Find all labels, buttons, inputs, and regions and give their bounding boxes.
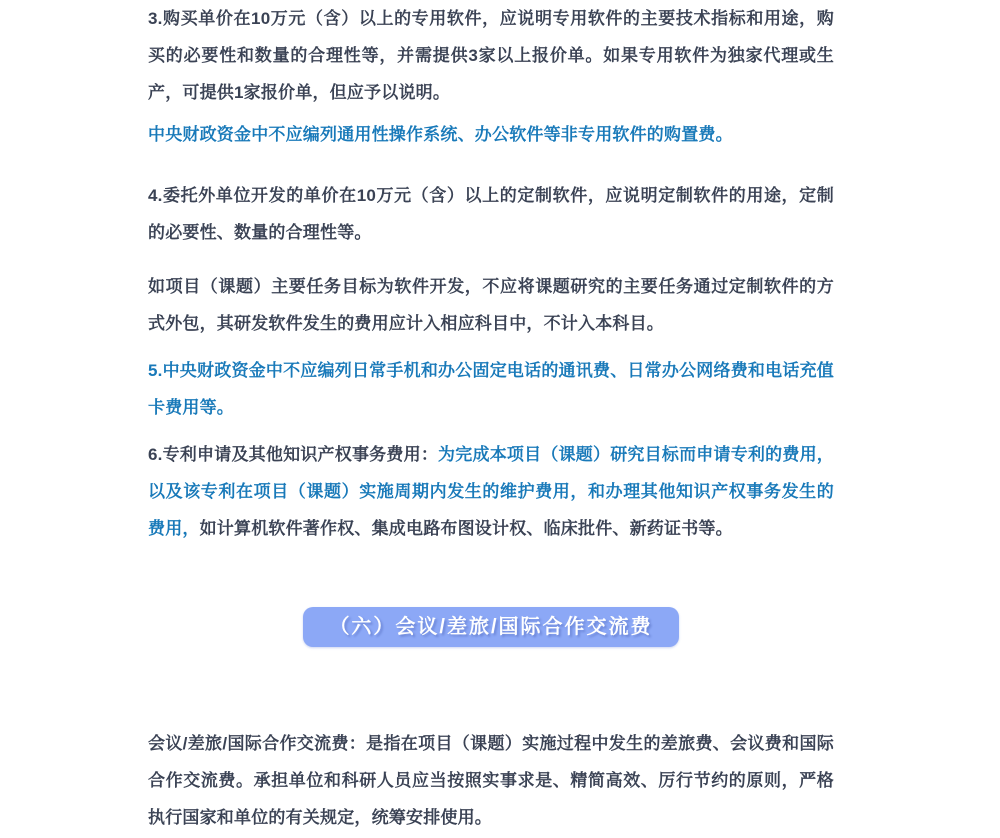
paragraph <box>148 116 834 153</box>
body-text-run: 如项目（课题）主要任务目标为软件开发，不应将课题研究的主要任务通过定制软件的方式外包，其研发软件发生的费用应计入相应科目中，不计入本科目。 <box>148 277 834 333</box>
section-heading-badge: （六）会议/差旅/国际合作交流费 <box>303 607 678 647</box>
content-column <box>148 0 834 836</box>
body-text-run: 6.专利申请及其他知识产权事务费用： <box>148 445 439 464</box>
paragraph <box>148 725 834 836</box>
section-heading-row <box>148 607 834 647</box>
body-text-run: 3.购买单价在10万元（含）以上的专用软件，应说明专用软件的主要技术指标和用途，购买的必要性和数量的合理性等，并需提供3家以上报价单。如果专用软件为独家代理或生产，可提供1家报价单，但应予以说明。 <box>148 9 834 102</box>
body-text-run: 会议/差旅/国际合作交流费：是指在项目（课题）实施过程中发生的差旅费、会议费和国际合作交流费。承担单位和科研人员应当按照实事求是、精简高效、厉行节约的原则，严格执行国家和单位的有关规定，统筹安排使用。 <box>148 734 834 827</box>
highlighted-text-run: 为完成本项目（课题）研究目标而申请专利的费用，以及该专利在项目（课题）实施周期内发生的维护费用，和办理其他知识产权事务发生的费用， <box>148 445 834 538</box>
paragraph <box>148 177 834 251</box>
body-text-run: 如计算机软件著作权、集成电路布图设计权、临床批件、新药证书等。 <box>199 519 733 538</box>
paragraph <box>148 0 834 111</box>
highlighted-text-run: 5.中央财政资金中不应编列日常手机和办公固定电话的通讯费、日常办公网络费和电话充值卡费用等。 <box>148 361 834 417</box>
paragraph <box>148 436 834 547</box>
paragraph <box>148 352 834 426</box>
paragraph <box>148 268 834 342</box>
body-text-run: 4.委托外单位开发的单价在10万元（含）以上的定制软件，应说明定制软件的用途，定制的必要性、数量的合理性等。 <box>148 186 834 242</box>
highlighted-text-run: 中央财政资金中不应编列通用性操作系统、办公软件等非专用软件的购置费。 <box>148 125 733 144</box>
